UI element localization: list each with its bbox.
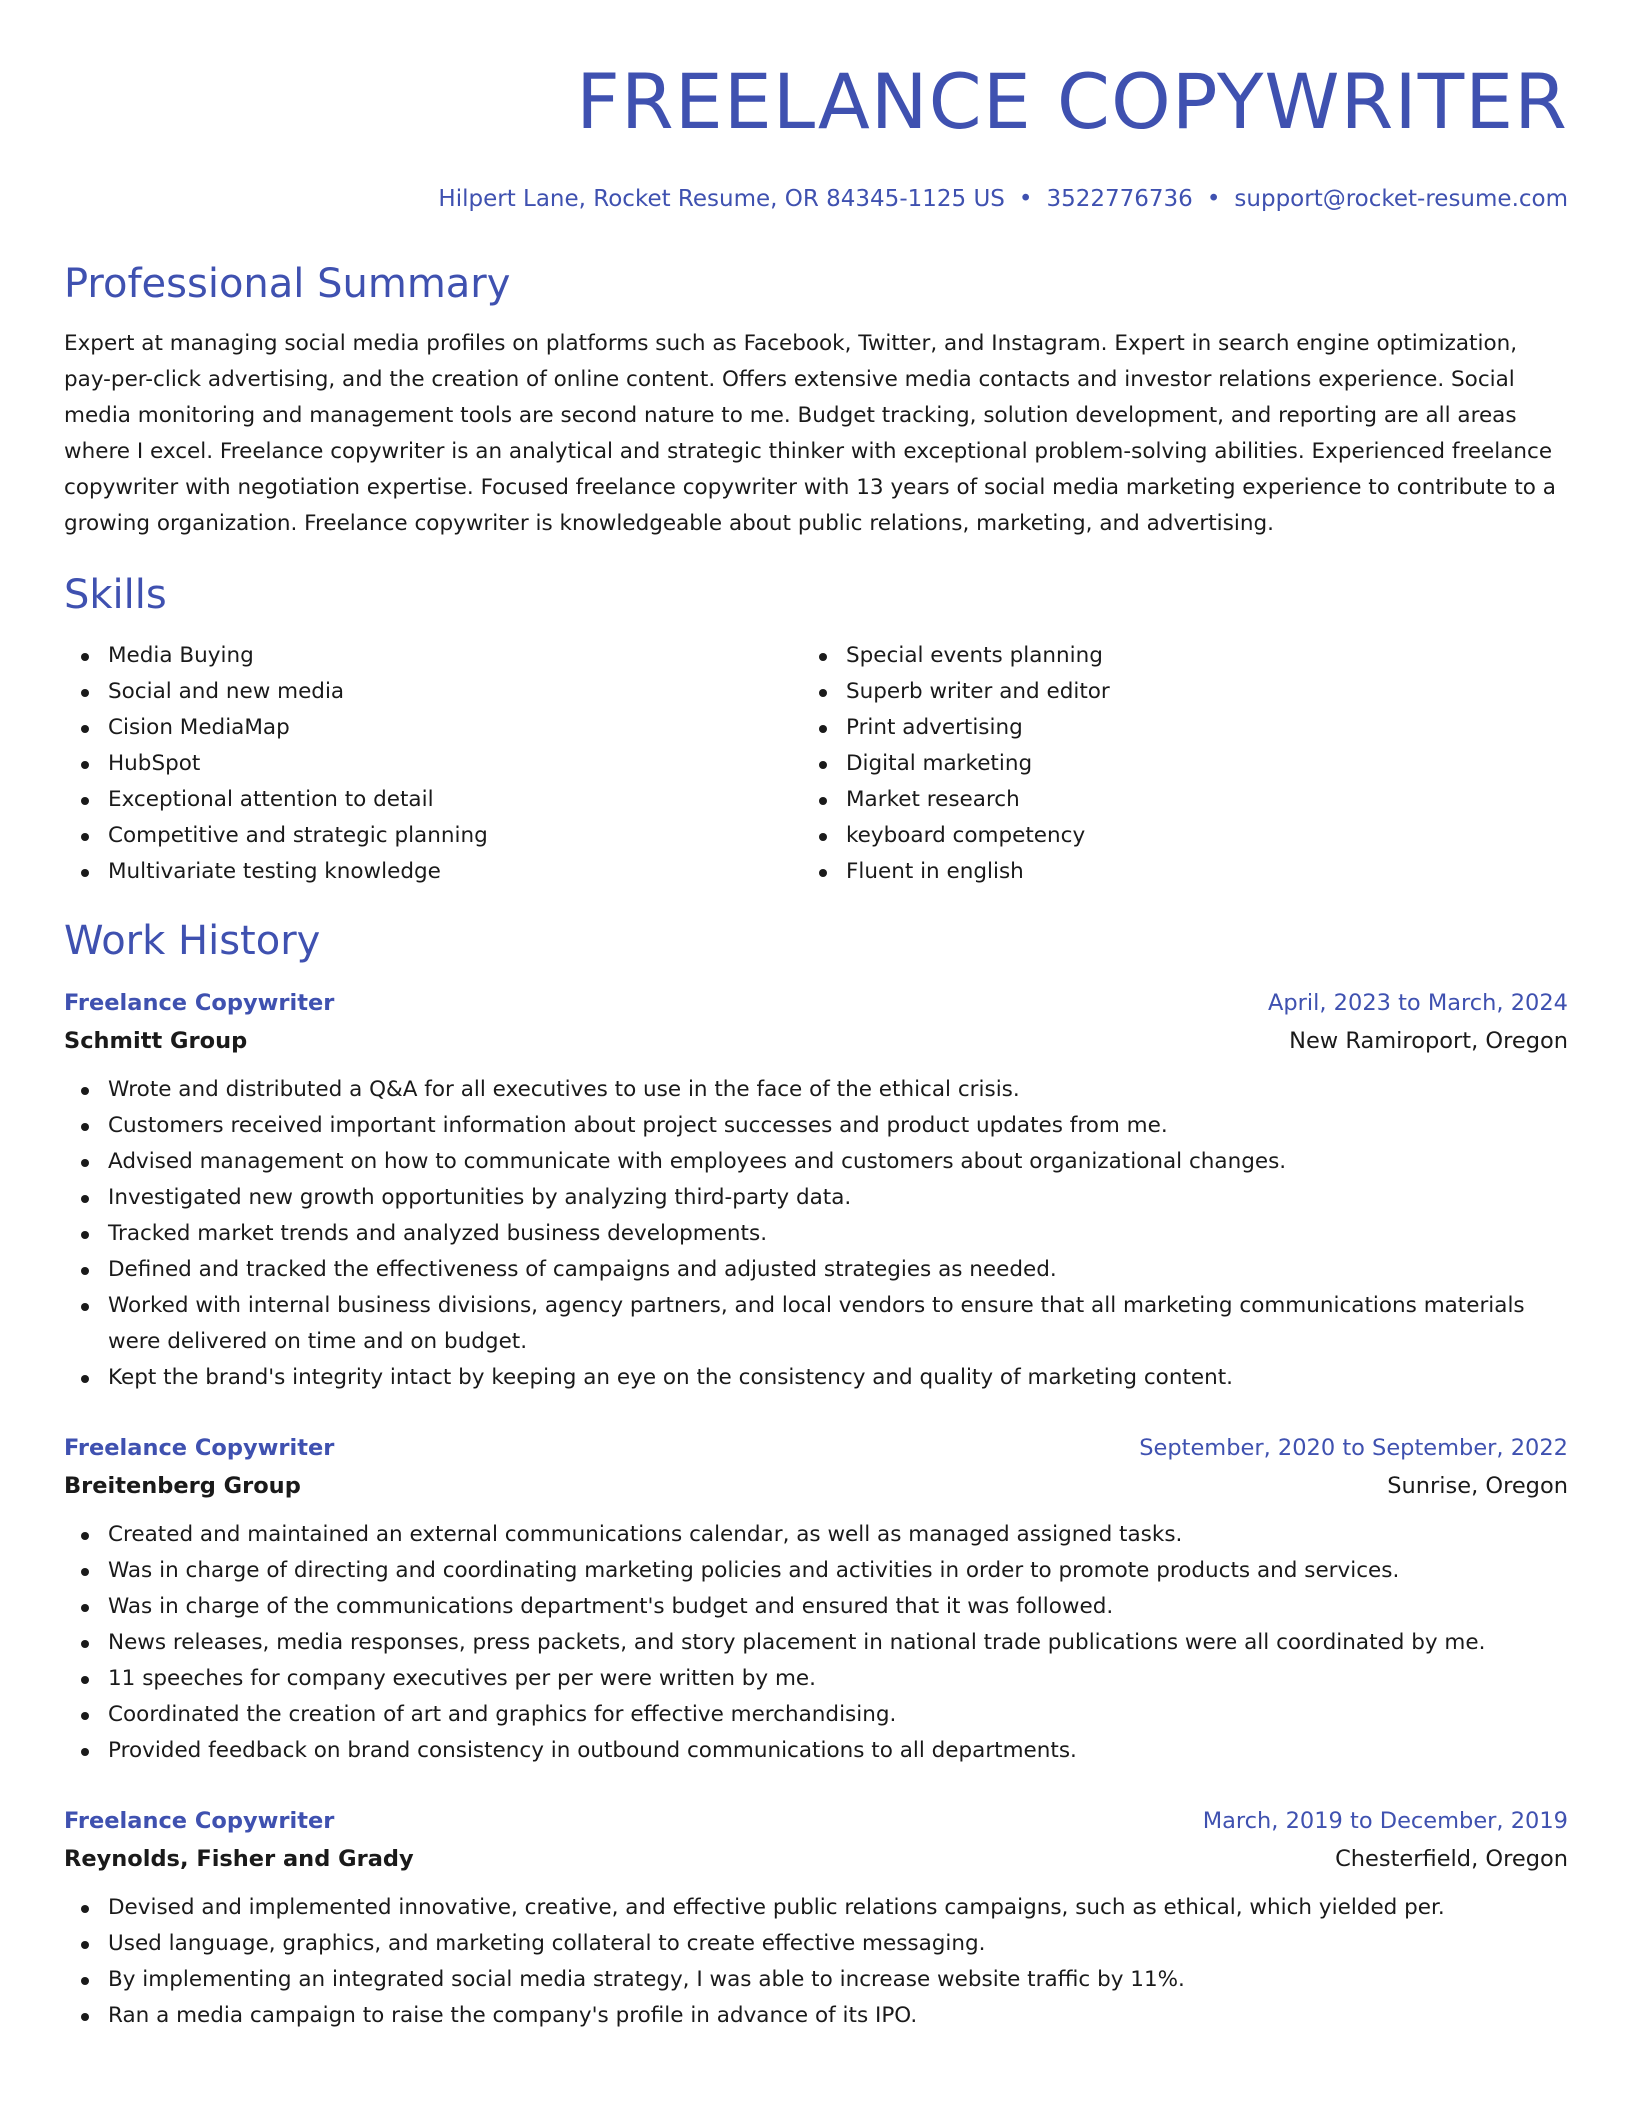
job-company-row [64, 1840, 1568, 1878]
job-entry [64, 1429, 1568, 1769]
job-bullet-item: Ran a media campaign to raise the company's profile in advance of its IPO. [64, 1998, 1568, 2034]
skills-column-right [802, 638, 1540, 890]
job-dates: March, 2019 to December, 2019 [1202, 1808, 1568, 1834]
contact-separator: • [1018, 186, 1033, 212]
job-bullets [64, 1890, 1568, 2034]
job-company-row [64, 1467, 1568, 1505]
job-bullet-item: Used language, graphics, and marketing collateral to create effective messaging. [64, 1926, 1568, 1962]
job-entry [64, 984, 1568, 1396]
job-bullet-item: 11 speeches for company executives per per were written by me. [64, 1661, 1568, 1697]
job-header-row [64, 1802, 1568, 1840]
job-bullet-item: Customers received important information about project successes and product updates from me. [64, 1108, 1568, 1144]
job-company: Breitenberg Group [64, 1473, 301, 1499]
skills-heading: Skills [64, 572, 167, 618]
job-entry [64, 1802, 1568, 2034]
job-bullet-item: Devised and implemented innovative, creative, and effective public relations campaigns, such as ethical, which yielded per. [64, 1890, 1568, 1926]
skill-item: Print advertising [802, 710, 1540, 746]
contact-phone: 3522776736 [1046, 186, 1193, 212]
job-dates: September, 2020 to September, 2022 [1139, 1435, 1568, 1461]
job-location: New Ramiroport, Oregon [1289, 1028, 1568, 1054]
job-title: Freelance Copywriter [64, 990, 335, 1016]
skill-item: Social and new media [64, 674, 802, 710]
contact-email: support@rocket-resume.com [1234, 186, 1568, 212]
skills-grid [64, 638, 1568, 890]
job-header-row [64, 1429, 1568, 1467]
job-bullet-item: Kept the brand's integrity intact by keeping an eye on the consistency and quality of marketing content. [64, 1360, 1568, 1396]
job-bullet-item: Tracked market trends and analyzed business developments. [64, 1216, 1568, 1252]
resume-name: FREELANCE COPYWRITER [576, 57, 1568, 146]
job-dates: April, 2023 to March, 2024 [1267, 990, 1568, 1016]
skill-item: Digital marketing [802, 746, 1540, 782]
contact-separator: • [1206, 186, 1221, 212]
job-bullet-item: Investigated new growth opportunities by analyzing third-party data. [64, 1180, 1568, 1216]
job-bullet-item: Coordinated the creation of art and graphics for effective merchandising. [64, 1697, 1568, 1733]
skills-column-left [64, 638, 802, 890]
job-bullet-item: By implementing an integrated social media strategy, I was able to increase website traffic by 11%. [64, 1962, 1568, 1998]
work-history-heading: Work History [64, 918, 321, 964]
job-title: Freelance Copywriter [64, 1808, 335, 1834]
skill-item: Superb writer and editor [802, 674, 1540, 710]
job-header-row [64, 984, 1568, 1022]
summary-paragraph: Expert at managing social media profiles on platforms such as Facebook, Twitter, and Instagram. Expert in search engine optimization, pay-per-click advertising, and the creation of online content. Offers extensive media contacts and investor relations experience. Social media monitoring and management tools are second nature to me. Budget tracking, solution development, and reporting are all areas where I excel. Freelance copywriter is an analytical and strategic thinker with exceptional problem-solving abilities. Experienced freelance copywriter with negotiation expertise. Focused freelance copywriter with 13 years of social media marketing experience to contribute to a growing organization. Freelance copywriter is knowledgeable about public relations, marketing, and advertising. [64, 331, 1556, 536]
job-company: Schmitt Group [64, 1028, 248, 1054]
job-bullet-item: Worked with internal business divisions, agency partners, and local vendors to ensure that all marketing communications materials were delivered on time and on budget. [64, 1288, 1568, 1360]
skill-item: Exceptional attention to detail [64, 782, 802, 818]
job-bullet-item: Was in charge of the communications department's budget and ensured that it was followed. [64, 1589, 1568, 1625]
summary-heading: Professional Summary [64, 261, 511, 307]
skill-item: Competitive and strategic planning [64, 818, 802, 854]
work-history-list [64, 984, 1568, 2034]
skill-item: Media Buying [64, 638, 802, 674]
contact-line [64, 184, 1568, 214]
job-company-row [64, 1022, 1568, 1060]
skill-item: Cision MediaMap [64, 710, 802, 746]
job-bullet-item: Defined and tracked the effectiveness of campaigns and adjusted strategies as needed. [64, 1252, 1568, 1288]
skill-item: keyboard competency [802, 818, 1540, 854]
job-bullets [64, 1517, 1568, 1769]
skill-item: HubSpot [64, 746, 802, 782]
job-bullet-item: Wrote and distributed a Q&A for all executives to use in the face of the ethical crisis. [64, 1072, 1568, 1108]
skill-item: Market research [802, 782, 1540, 818]
job-bullet-item: Was in charge of directing and coordinating marketing policies and activities in order to promote products and services. [64, 1553, 1568, 1589]
job-company: Reynolds, Fisher and Grady [64, 1846, 414, 1872]
skill-item: Multivariate testing knowledge [64, 854, 802, 890]
job-bullet-item: Provided feedback on brand consistency in outbound communications to all departments. [64, 1733, 1568, 1769]
job-title: Freelance Copywriter [64, 1435, 335, 1461]
contact-address: Hilpert Lane, Rocket Resume, OR 84345-1125 US [438, 186, 1005, 212]
job-bullet-item: News releases, media responses, press packets, and story placement in national trade publications were all coordinated by me. [64, 1625, 1568, 1661]
job-bullet-item: Created and maintained an external communications calendar, as well as managed assigned tasks. [64, 1517, 1568, 1553]
job-bullet-item: Advised management on how to communicate with employees and customers about organizational changes. [64, 1144, 1568, 1180]
job-location: Sunrise, Oregon [1387, 1473, 1568, 1499]
skill-item: Special events planning [802, 638, 1540, 674]
skill-item: Fluent in english [802, 854, 1540, 890]
job-location: Chesterfield, Oregon [1335, 1846, 1568, 1872]
job-bullets [64, 1072, 1568, 1396]
